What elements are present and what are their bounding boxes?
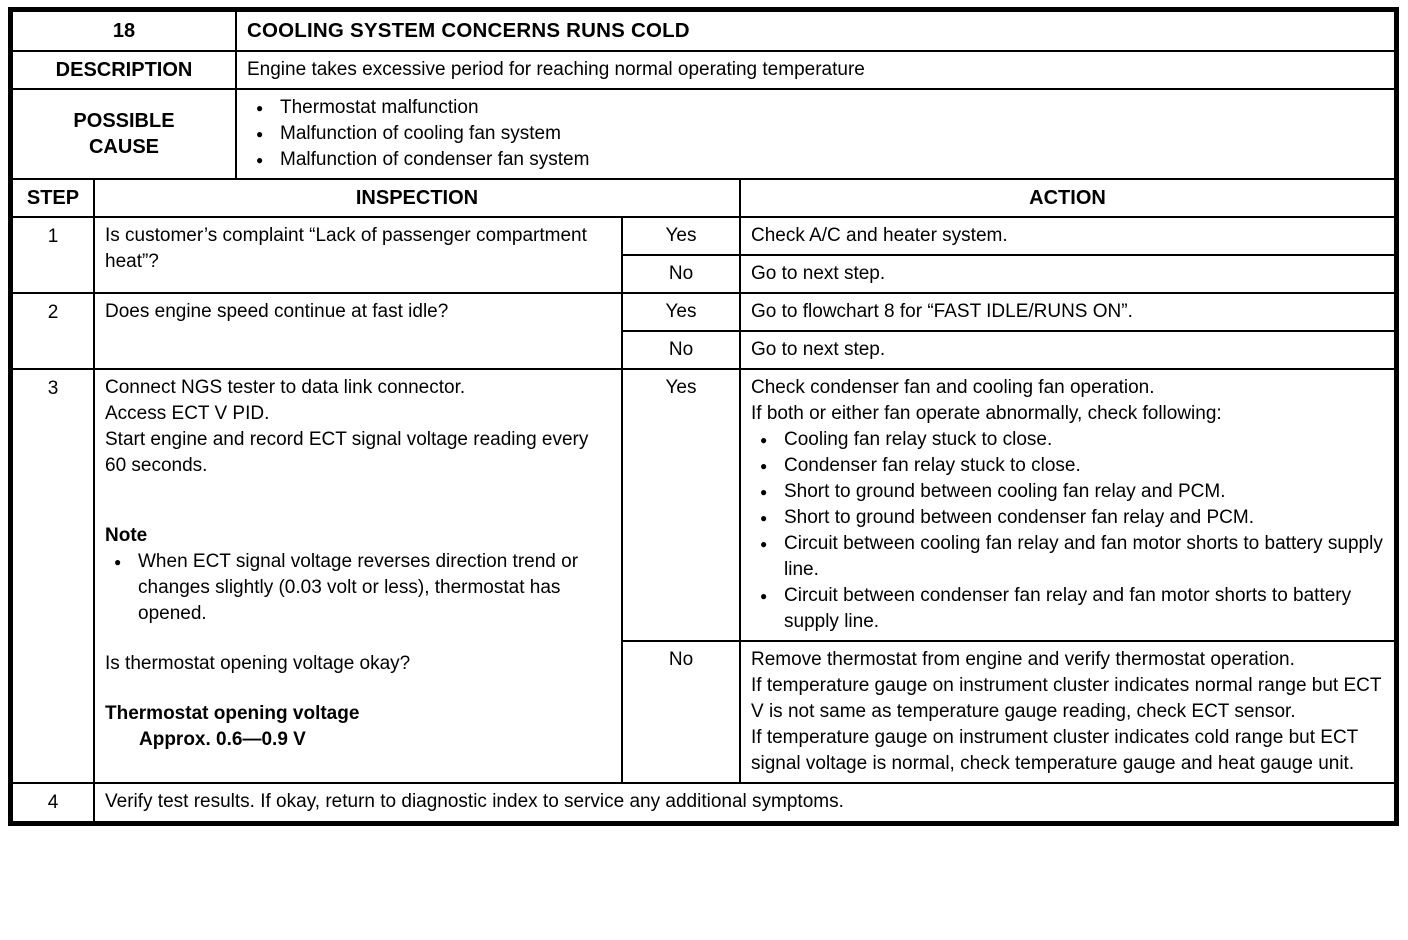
step1-no-label: No: [622, 255, 740, 293]
possible-cause-label: [12, 89, 236, 179]
possible-cause-row: [12, 89, 1395, 179]
troubleshooting-chart: [8, 7, 1399, 826]
step3-yes-action: [740, 369, 1395, 641]
step1-no-action: Go to next step.: [740, 255, 1395, 293]
possible-cause-cell: [236, 89, 1395, 179]
spacer: [105, 677, 611, 701]
inspection-column-header: INSPECTION: [94, 180, 740, 217]
step4-number: 4: [12, 783, 94, 822]
step-column-header: STEP: [12, 180, 94, 217]
step3-spec-value: Approx. 0.6—0.9 V: [139, 729, 306, 750]
step3-yes-action-bullet: ● Circuit between condenser fan relay and fan motor shorts to battery supply line.: [751, 583, 1384, 635]
step3-note-bullet: ● When ECT signal voltage reverses direction trend or changes slightly (0.03 volt or less), thermostat has opened.: [105, 549, 611, 627]
chart-title: COOLING SYSTEM CONCERNS RUNS COLD: [236, 11, 1395, 51]
possible-cause-list: [247, 95, 1384, 173]
spacer: [105, 627, 611, 651]
step3-yes-action-bullet: ● Cooling fan relay stuck to close.: [751, 427, 1384, 453]
step1-yes-row: [12, 217, 1395, 255]
step3-yes-action-bullet: ● Short to ground between cooling fan relay and PCM.: [751, 479, 1384, 505]
step3-number: 3: [12, 369, 94, 783]
step2-number: 2: [12, 293, 94, 369]
step1-inspection: Is customer’s complaint “Lack of passenger compartment heat”?: [94, 217, 622, 293]
step4-text: Verify test results. If okay, return to diagnostic index to service any additional symptoms.: [94, 783, 1395, 822]
step3-yes-action-list: [751, 427, 1384, 635]
step3-spec-title: Thermostat opening voltage: [105, 703, 360, 724]
step2-no-action: Go to next step.: [740, 331, 1395, 369]
step3-yes-action-line: If both or either fan operate abnormally, check following:: [751, 403, 1222, 424]
step2-yes-action: Go to flowchart 8 for “FAST IDLE/RUNS ON”.: [740, 293, 1395, 331]
step4-row: [12, 783, 1395, 822]
step2-no-label: No: [622, 331, 740, 369]
chart-number-row: [12, 11, 1395, 51]
description-label: DESCRIPTION: [12, 51, 236, 89]
possible-cause-label-line2: CAUSE: [88, 136, 159, 158]
column-header-row: [12, 180, 1395, 217]
possible-cause-item: ● Malfunction of condenser fan system: [247, 147, 1384, 173]
action-column-header: ACTION: [740, 180, 1395, 217]
step1-yes-action: Check A/C and heater system.: [740, 217, 1395, 255]
step3-yes-row: [12, 369, 1395, 641]
possible-cause-item: ● Thermostat malfunction: [247, 95, 1384, 121]
step2-yes-row: [12, 293, 1395, 331]
step3-yes-action-bullet: ● Condenser fan relay stuck to close.: [751, 453, 1384, 479]
step2-inspection: Does engine speed continue at fast idle?: [94, 293, 622, 369]
chart-number: 18: [12, 11, 236, 51]
step3-yes-action-line: Check condenser fan and cooling fan operation.: [751, 377, 1155, 398]
chart-header-table: [11, 10, 1396, 180]
step3-note-list: [105, 549, 611, 627]
step3-inspection-line: Connect NGS tester to data link connector.: [105, 377, 466, 398]
step3-question: Is thermostat opening voltage okay?: [105, 653, 411, 674]
step3-yes-label: Yes: [622, 369, 740, 641]
steps-table: [11, 180, 1396, 823]
step1-yes-label: Yes: [622, 217, 740, 255]
step3-no-action-para: Remove thermostat from engine and verify thermostat operation.: [751, 649, 1295, 670]
step3-note-label: Note: [105, 525, 148, 546]
step3-no-action: [740, 641, 1395, 783]
step3-yes-action-bullet: ● Short to ground between condenser fan relay and PCM.: [751, 505, 1384, 531]
step3-no-action-para: If temperature gauge on instrument cluster indicates normal range but ECT V is not same as temperature gauge reading, check ECT sensor.: [751, 675, 1382, 722]
possible-cause-item: ● Malfunction of cooling fan system: [247, 121, 1384, 147]
description-text: Engine takes excessive period for reaching normal operating temperature: [236, 51, 1395, 89]
step3-yes-action-bullet: ● Circuit between cooling fan relay and fan motor shorts to battery supply line.: [751, 531, 1384, 583]
step3-inspection: [94, 369, 622, 783]
step3-inspection-line: Start engine and record ECT signal voltage reading every 60 seconds.: [105, 429, 589, 476]
description-row: [12, 51, 1395, 89]
step3-no-action-para: If temperature gauge on instrument cluster indicates cold range but ECT signal voltage is normal, check temperature gauge and heat gauge unit.: [751, 727, 1358, 774]
step3-inspection-line: Access ECT V PID.: [105, 403, 270, 424]
spacer: [105, 479, 611, 523]
step1-number: 1: [12, 217, 94, 293]
step2-yes-label: Yes: [622, 293, 740, 331]
possible-cause-label-line1: POSSIBLE: [73, 110, 175, 132]
step3-no-label: No: [622, 641, 740, 783]
